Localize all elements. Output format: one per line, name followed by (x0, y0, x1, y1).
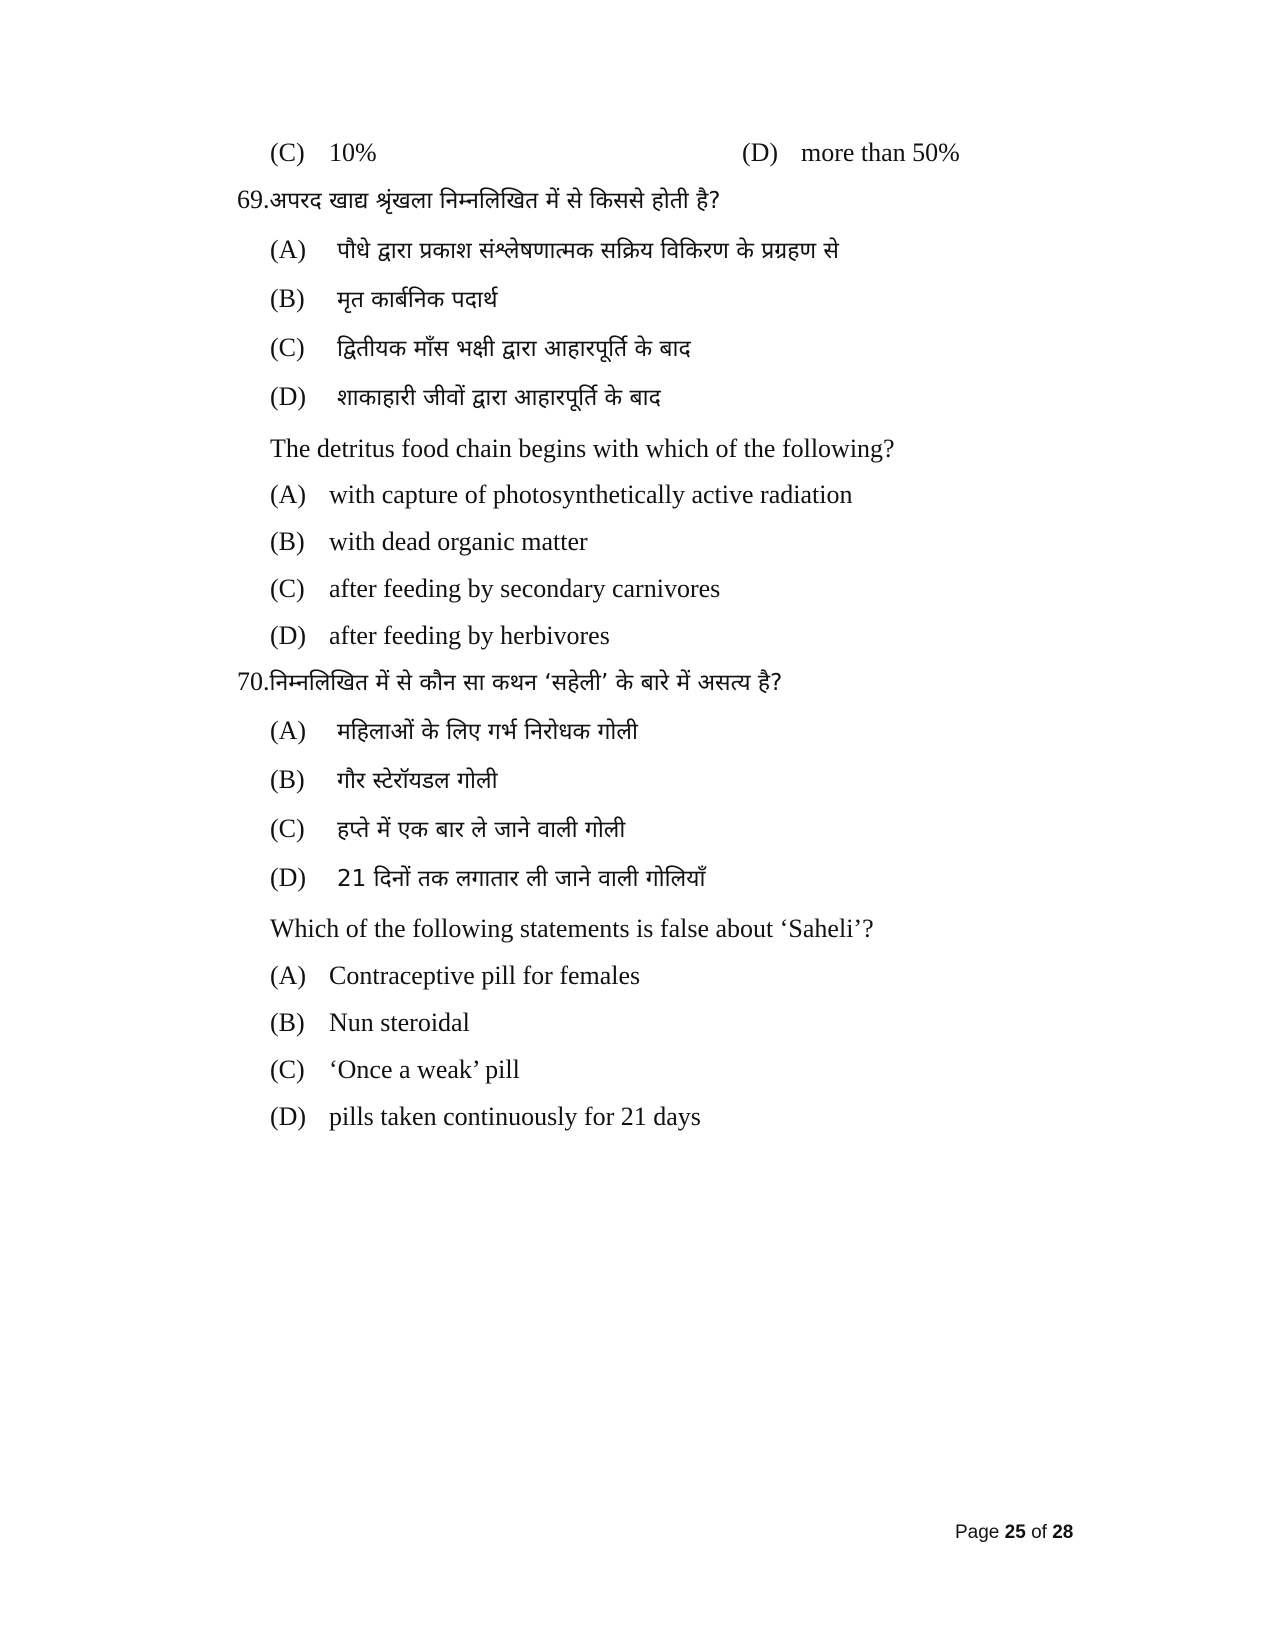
question-69-hindi (237, 185, 721, 216)
option-text: pills taken continuously for 21 days (329, 1102, 701, 1131)
page-current: 25 (1004, 1522, 1026, 1543)
option-text: पौधे द्वारा प्रकाश संश्लेषणात्मक सक्रिय विकिरण के प्रग्रहण से (337, 238, 839, 264)
q69-hindi-option-a (270, 235, 839, 266)
q70-hindi-option-c (270, 814, 625, 845)
q70-english-option-b (270, 1008, 470, 1038)
q70-hindi-option-d (270, 863, 705, 894)
option-label: (B) (270, 1008, 305, 1037)
option-label: (A) (270, 961, 307, 990)
option-label: (C) (270, 814, 305, 843)
option-text: 21 दिनों तक लगातार ली जाने वाली गोलियाँ (337, 866, 706, 892)
question-69-english (270, 434, 895, 464)
q70-english-option-a (270, 961, 640, 991)
question-text: निम्नलिखित में से कौन सा कथन ‘सहेली’ के बारे में असत्य है? (269, 670, 783, 696)
option-text: मृत कार्बनिक पदार्थ (337, 287, 498, 313)
option-label: (A) (270, 235, 307, 264)
option-label: (D) (270, 621, 307, 650)
question-70-hindi (237, 667, 782, 698)
question-text: अपरद खाद्य श्रृंखला निम्नलिखित में से किससे होती है? (269, 188, 721, 214)
page-sep: of (1031, 1522, 1047, 1543)
option-label: (D) (270, 382, 307, 411)
option-text: ‘Once a weak’ pill (329, 1055, 520, 1084)
option-c-carryover (270, 138, 377, 168)
option-d-carryover (742, 138, 960, 168)
option-label: (B) (270, 284, 305, 313)
q69-english-option-c (270, 574, 720, 604)
option-text: Contraceptive pill for females (329, 961, 641, 990)
option-label: (D) (742, 138, 779, 167)
option-text: with capture of photosynthetically active radiation (329, 480, 853, 509)
q70-english-option-c (270, 1055, 520, 1085)
question-number: 69. (237, 185, 270, 214)
option-text: Nun steroidal (329, 1008, 470, 1037)
q70-hindi-option-b (270, 765, 498, 796)
page-prefix: Page (955, 1522, 1000, 1543)
option-label: (D) (270, 863, 307, 892)
q69-english-option-b (270, 527, 588, 557)
q70-hindi-option-a (270, 716, 638, 747)
option-label: (D) (270, 1102, 307, 1131)
option-label: (A) (270, 716, 307, 745)
q69-english-option-a (270, 480, 852, 510)
option-text: शाकाहारी जीवों द्वारा आहारपूर्ति के बाद (337, 385, 661, 411)
option-label: (C) (270, 333, 305, 362)
option-text: महिलाओं के लिए गर्भ निरोधक गोली (337, 719, 638, 745)
q69-hindi-option-b (270, 284, 498, 315)
q69-hindi-option-c (270, 333, 691, 364)
question-text: The detritus food chain begins with which of the following? (270, 434, 895, 463)
question-text: Which of the following statements is false about ‘Saheli’? (270, 914, 874, 943)
option-text: हप्ते में एक बार ले जाने वाली गोली (337, 817, 626, 843)
page-number (955, 1521, 1073, 1545)
option-label: (C) (270, 138, 305, 167)
option-text: after feeding by secondary carnivores (329, 574, 721, 603)
option-text: गौर स्टेरॉयडल गोली (337, 768, 498, 794)
option-label: (B) (270, 765, 305, 794)
option-label: (C) (270, 574, 305, 603)
option-label: (C) (270, 1055, 305, 1084)
option-text: द्वितीयक माँस भक्षी द्वारा आहारपूर्ति के बाद (337, 336, 691, 362)
option-text: more than 50% (801, 138, 960, 167)
option-text: 10% (329, 138, 377, 167)
q69-hindi-option-d (270, 382, 661, 413)
option-label: (B) (270, 527, 305, 556)
question-70-english (270, 914, 874, 944)
q70-english-option-d (270, 1102, 701, 1132)
option-text: with dead organic matter (329, 527, 588, 556)
page-total: 28 (1052, 1522, 1074, 1543)
option-label: (A) (270, 480, 307, 509)
q69-english-option-d (270, 621, 610, 651)
option-text: after feeding by herbivores (329, 621, 610, 650)
question-number: 70. (237, 667, 270, 696)
